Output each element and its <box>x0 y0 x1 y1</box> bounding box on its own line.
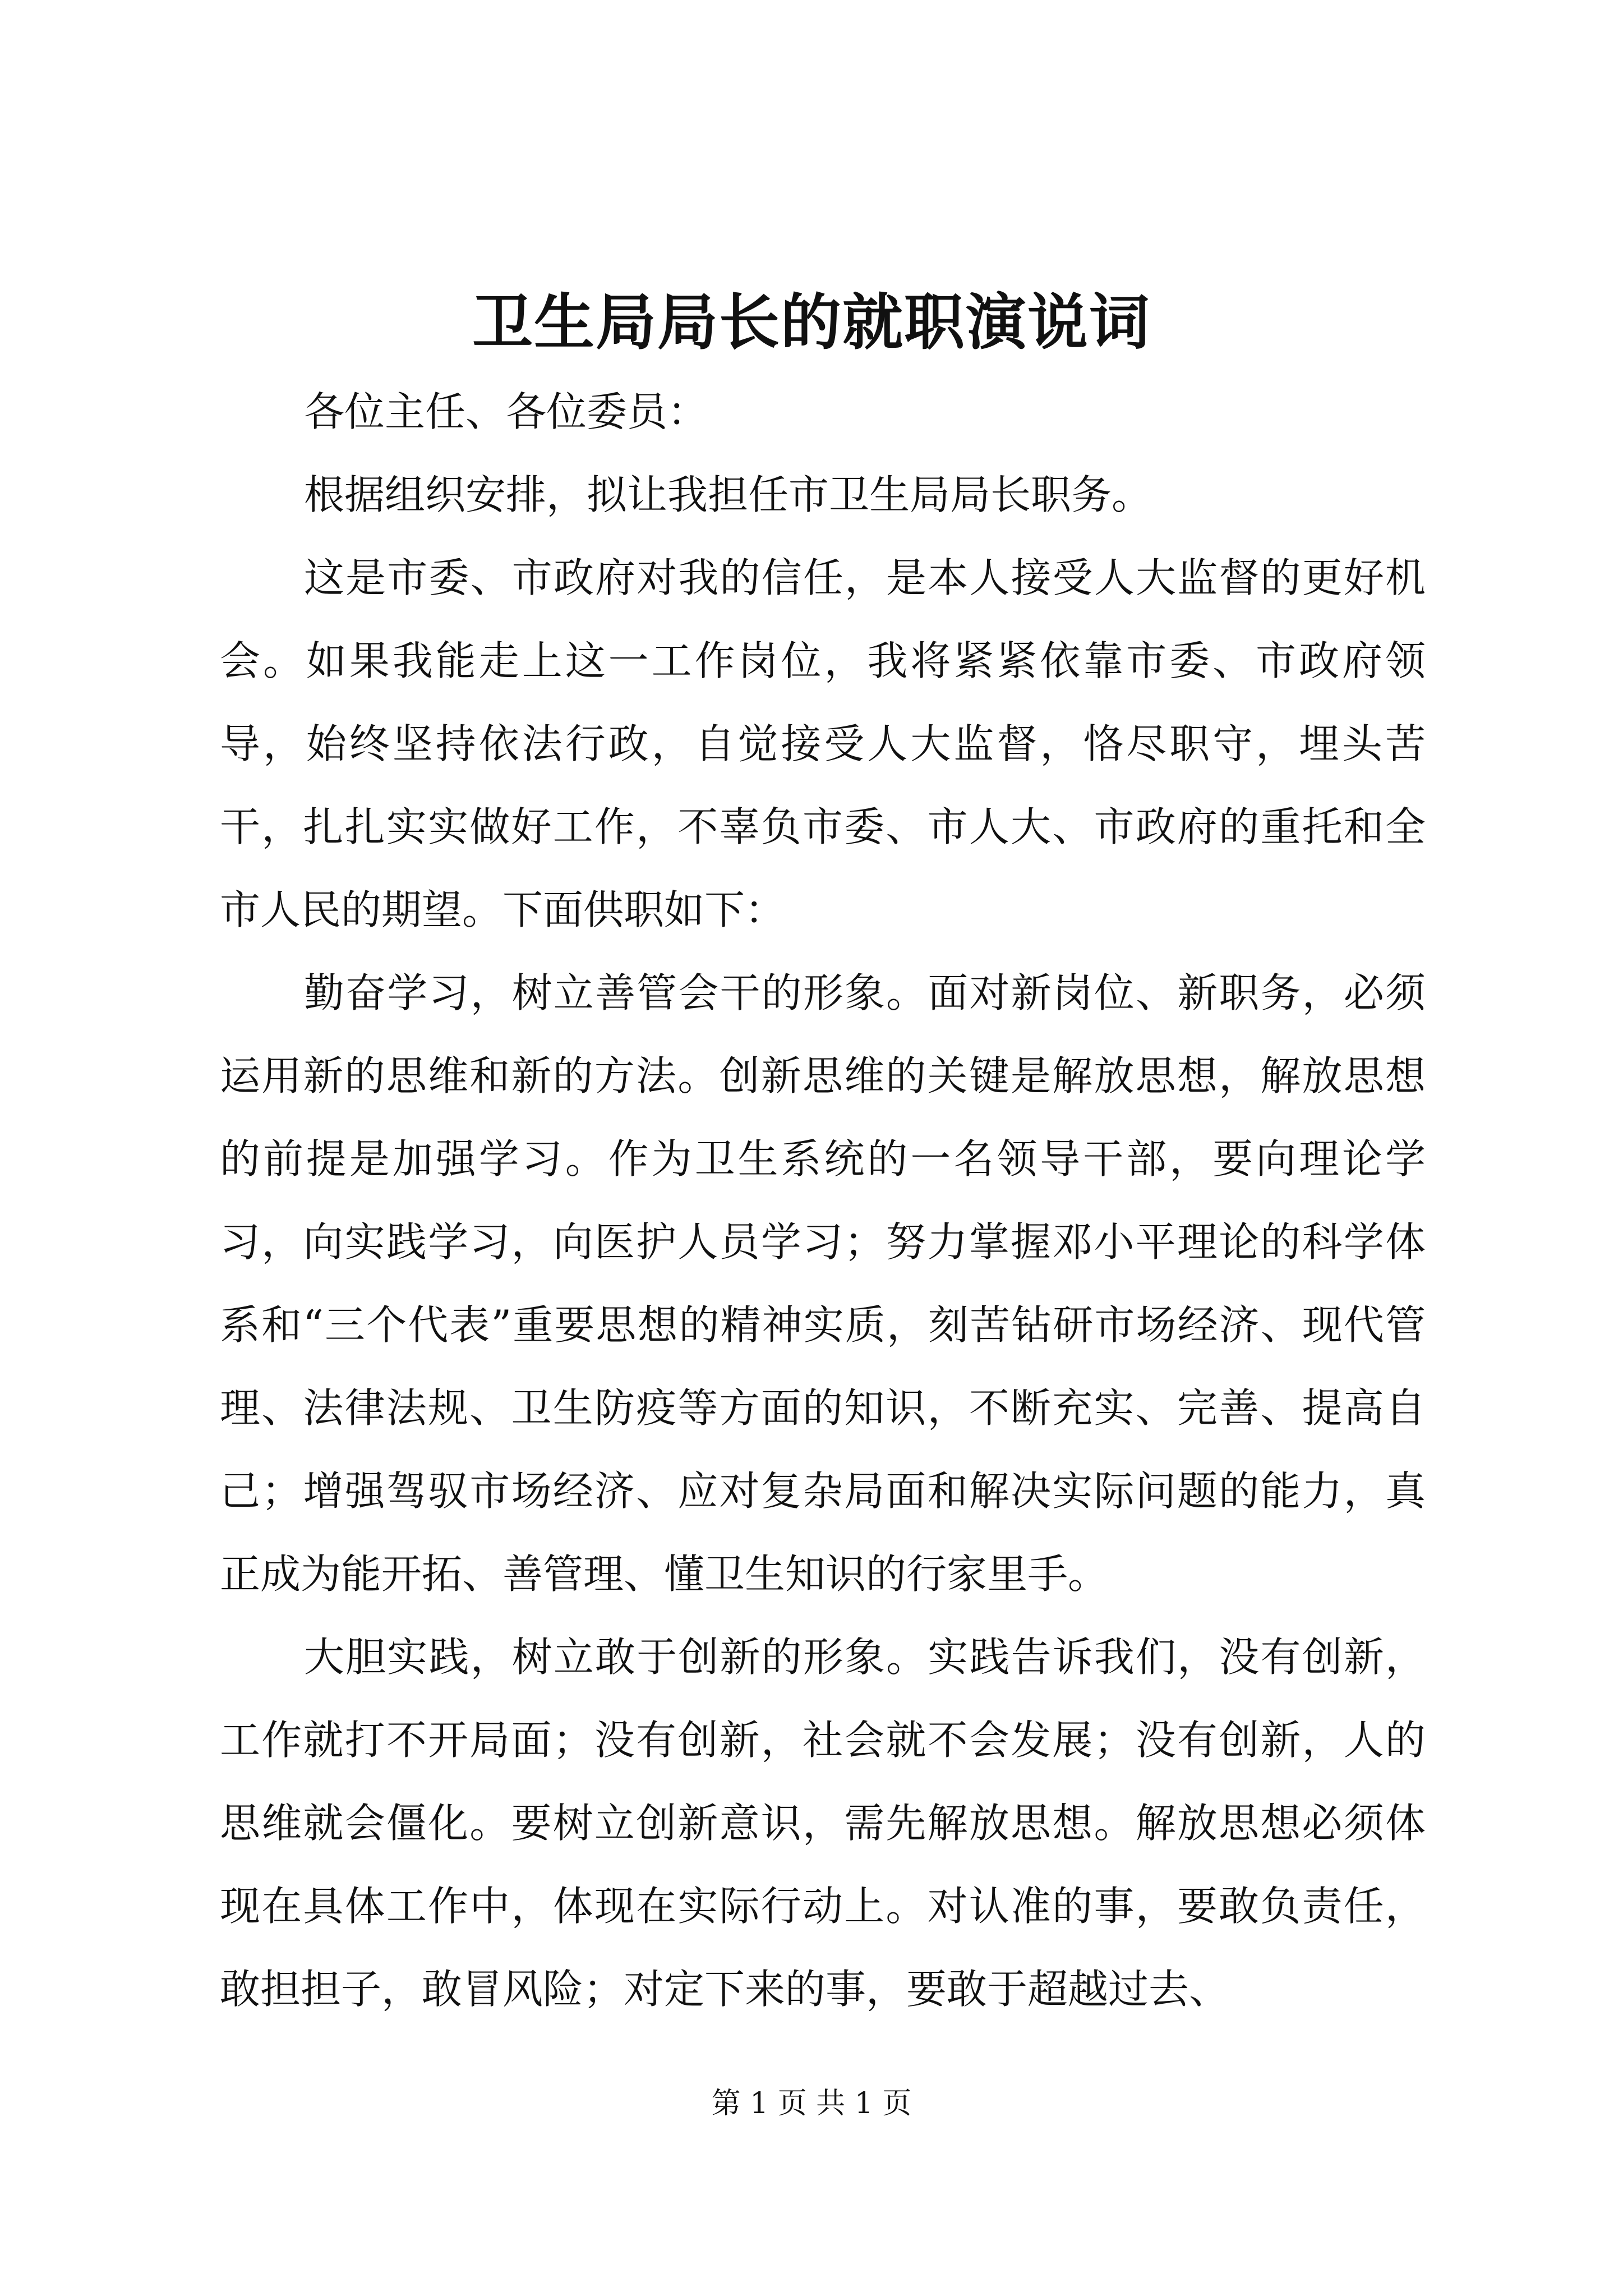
body-paragraph: 大胆实践，树立敢于创新的形象。实践告诉我们，没有创新，工作就打不开局面；没有创新，社会就不会发展；没有创新，人的思维就会僵化。要树立创新意识，需先解放思想。解放思想必须体现在具体工作中，体现在实际行动上。对认准的事，要敢负责任，敢担担子，敢冒风险；对定下来的事，要敢于超越过去、 <box>220 1634 1426 2013</box>
body-paragraph: 根据组织安排，拟让我担任市卫生局局长职务。 <box>304 471 1152 518</box>
salutation-paragraph: 各位主任、各位委员： <box>304 388 708 435</box>
document-title: 卫生局局长的就职演说词 <box>472 287 1151 358</box>
document-body <box>220 370 1426 2031</box>
page-footer: 第 1 页 共 1 页 <box>711 2087 912 2120</box>
body-paragraph: 这是市委、市政府对我的信任，是本人接受人大监督的更好机会。如果我能走上这一工作岗位，我将紧紧依靠市委、市政府领导，始终坚持依法行政，自觉接受人大监督，恪尽职守，埋头苦干，扎扎实实做好工作，不辜负市委、市人大、市政府的重托和全市人民的期望。下面供职如下： <box>220 554 1426 933</box>
body-paragraph: 勤奋学习，树立善管会干的形象。面对新岗位、新职务，必须运用新的思维和新的方法。创新思维的关键是解放思想，解放思想的前提是加强学习。作为卫生系统的一名领导干部，要向理论学习，向实践学习，向医护人员学习；努力掌握邓小平理论的科学体系和“三个代表”重要思想的精神实质，刻苦钻研市场经济、现代管理、法律法规、卫生防疫等方面的知识，不断充实、完善、提高自己；增强驾驭市场经济、应对复杂局面和解决实际问题的能力，真正成为能开拓、善管理、懂卫生知识的行家里手。 <box>220 969 1426 1598</box>
